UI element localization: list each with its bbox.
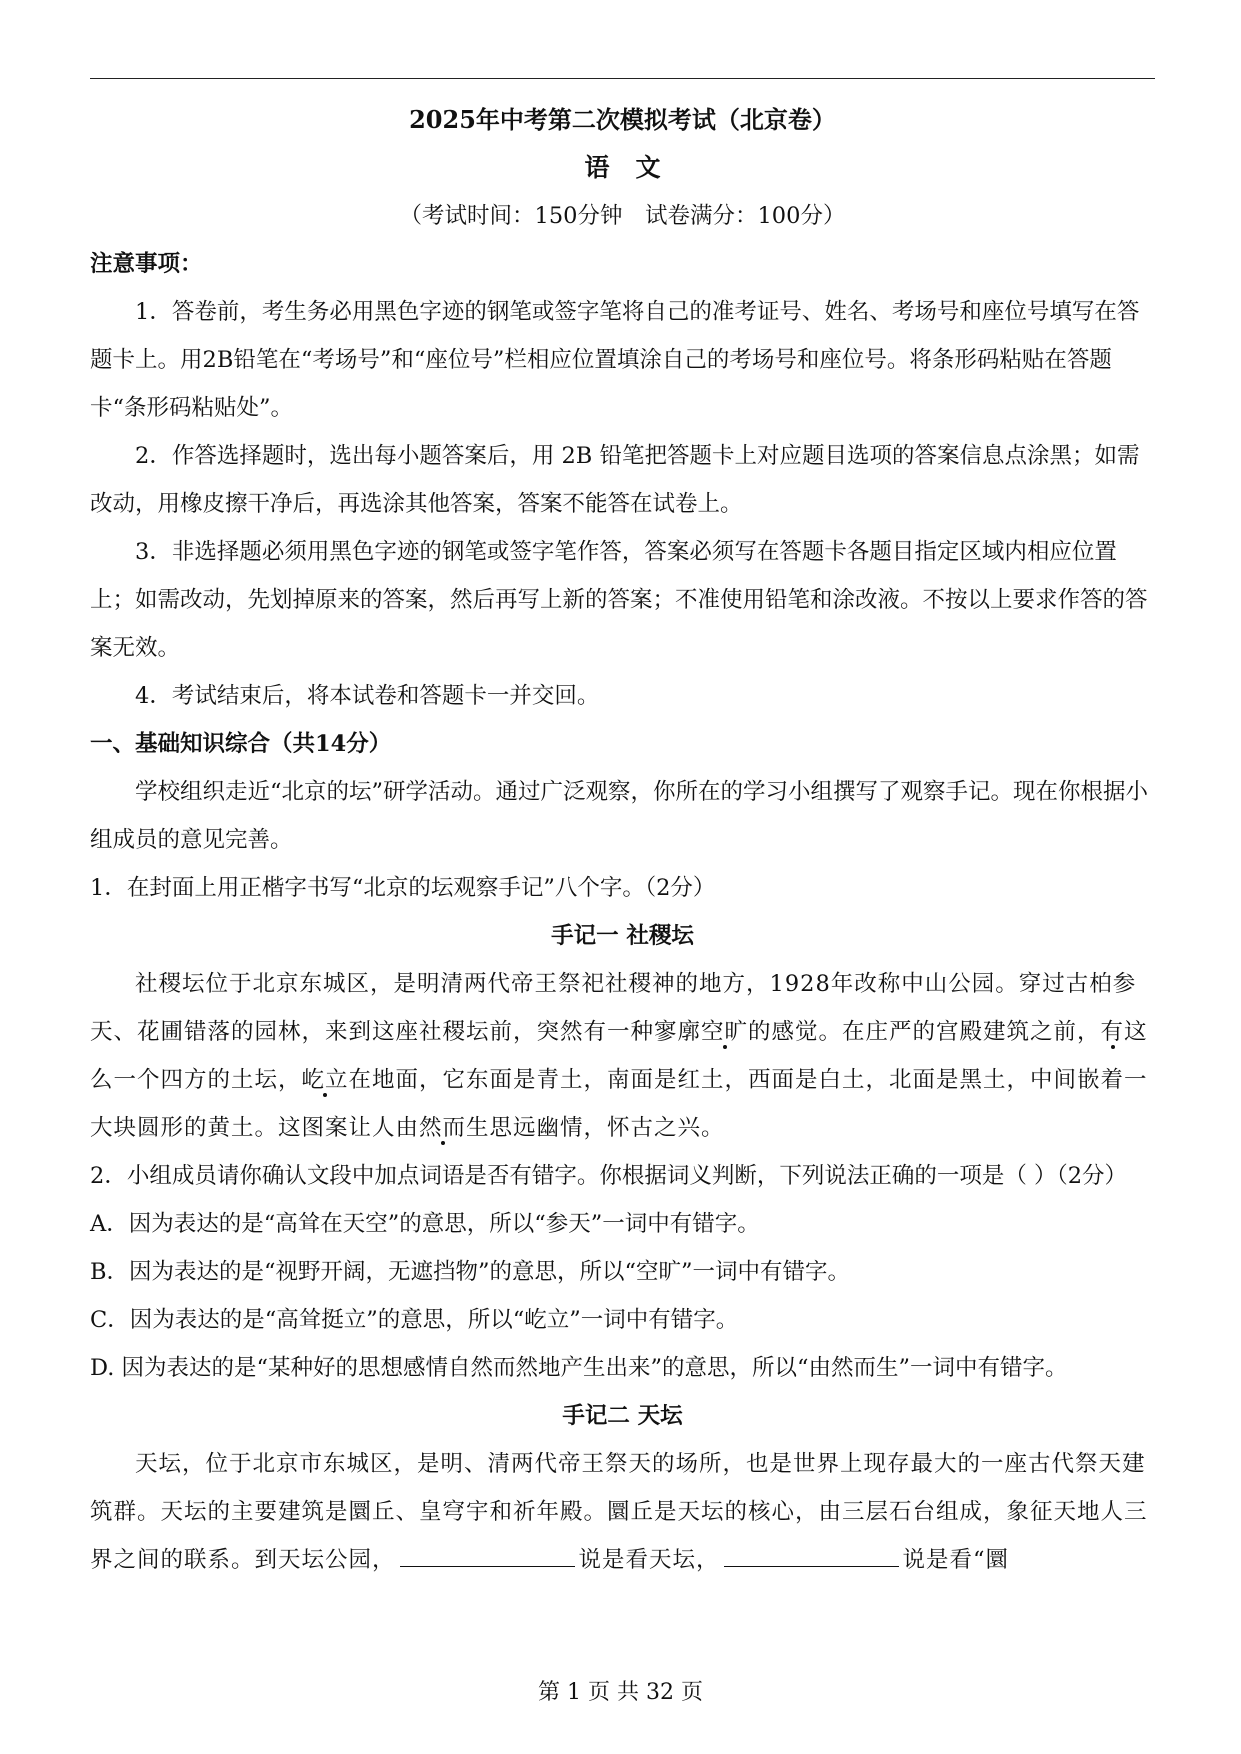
page-footer: 第 1 页 共 32 页 [538, 1680, 703, 1705]
option-b: B．因为表达的是“视野开阔，无遮挡物”的意思，所以“空旷”一词中有错字。 [90, 1259, 851, 1285]
section-heading: 一、基础知识综合（共14分） [90, 731, 392, 757]
note2-paragraph [90, 1440, 1155, 1584]
exam-title: 2025年中考第二次模拟考试（北京卷） [409, 105, 836, 134]
notice-item: 2．作答选择题时，选出每小题答案后，用 2B 铅笔把答题卡上对应题目选项的答案信息点涂黑；如需改动，用橡皮擦干净后，再选涂其他答案，答案不能答在试卷上。 [90, 443, 1140, 517]
note2-title: 手记二 天坛 [562, 1403, 683, 1429]
notice-heading: 注意事项： [90, 251, 203, 277]
dotted-word-yili: 屹立 [301, 1067, 349, 1093]
note1-text: 在地面，它东面是青土，南面是红土，西面是白土，北面是黑土，中间嵌着一大块圆形的黄土。这图案让人 [90, 1067, 1148, 1141]
dotted-word-kongkuang: 空旷 [701, 1019, 749, 1045]
note2-text: 说是看“圜 [902, 1547, 1010, 1573]
note2-text: 说是看天坛， [578, 1547, 720, 1573]
dotted-word-cantian: 参天 [90, 971, 1137, 1045]
option-d: D. 因为表达的是“某种好的思想感情自然而然地产生出来”的意思，所以“由然而生”一词中有错字。 [90, 1355, 1068, 1381]
option-c: C．因为表达的是“高耸挺立”的意思，所以“屹立”一词中有错字。 [90, 1307, 739, 1333]
option-a: A．因为表达的是“高耸在天空”的意思，所以“参天”一词中有错字。 [90, 1211, 760, 1237]
notice-item: 3．非选择题必须用黑色字迹的钢笔或签字笔作答，答案必须写在答题卡各题目指定区域内相应位置上；如需改动，先划掉原来的答案，然后再写上新的答案；不准使用铅笔和涂改液。不按以上要求作答的答案无效。 [90, 539, 1148, 661]
subject-title: 语文 [584, 153, 687, 182]
notice-item: 4．考试结束后，将本试卷和答题卡一并交回。 [135, 683, 600, 709]
question-1: 1．在封面上用正楷字书写“北京的坛观察手记”八个字。（2分） [90, 875, 716, 901]
fill-blank-1[interactable] [400, 1538, 575, 1567]
notice-item: 1．答卷前，考生务必用黑色字迹的钢笔或签字笔将自己的准考证号、姓名、考场号和座位号填写在答题卡上。用2B铅笔在“考场号”和“座位号”栏相应位置填涂自己的考场号和座位号。将条形码粘贴在答题卡“条形码粘贴处”。 [90, 299, 1140, 421]
note1-title: 手记一 社稷坛 [551, 923, 694, 949]
question-2: 2．小组成员请你确认文段中加点词语是否有错字。你根据词义判断，下列说法正确的一项是（ ）（2分） [90, 1163, 1128, 1189]
note2-text: 天坛，位于北京市东城区，是明、清两代帝王祭天的场所，也是世界上现存最大的一座古代祭天建筑群。天坛的主要建筑是圜丘、皇穹宇和祈年殿。圜丘是天坛的核心，由三层石台组成，象征天地人三界之间的联系。到天坛公园， [90, 1451, 1148, 1573]
exam-info: （考试时间：150分钟 试卷满分：100分） [399, 203, 846, 229]
note1-text: 、花圃错落的园林，来到这座社稷坛前，突然有一种寥廓 [113, 1019, 702, 1045]
note1-text: 思远幽情，怀古之兴。 [489, 1115, 725, 1141]
page-content [90, 96, 1155, 1584]
section-intro: 学校组织走近“北京的坛”研学活动。通过广泛观察，你所在的学习小组撰写了观察手记。现在你根据小组成员的意见完善。 [90, 779, 1149, 853]
fill-blank-2[interactable] [724, 1538, 899, 1567]
note1-text: 的感觉。在庄严的宫殿建筑之前，有这么一个四方的土坛， [90, 1019, 1148, 1093]
note1-text: 社稷坛位于北京东城区，是明清两代帝王祭祀社稷神的地方，1928年改称中山公园。穿过古柏 [135, 971, 1113, 997]
top-rule [90, 78, 1155, 79]
dotted-word-youranersheng: 由然而生 [395, 1115, 490, 1141]
note1-paragraph [90, 960, 1155, 1152]
